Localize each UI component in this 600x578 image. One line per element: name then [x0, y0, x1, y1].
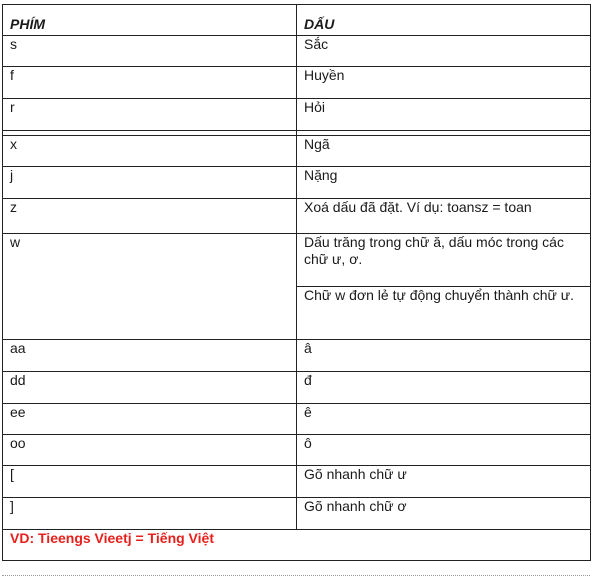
table-row — [3, 136, 591, 167]
table-row — [3, 36, 591, 67]
table-row — [3, 404, 591, 435]
key-cell: oo — [3, 435, 297, 466]
key-cell: s — [3, 36, 297, 67]
key-cell: [ — [3, 466, 297, 498]
mark-cell: â — [297, 340, 591, 372]
table-header-row — [3, 5, 591, 36]
key-cell: j — [3, 167, 297, 199]
mark-cell: Nặng — [297, 167, 591, 199]
table-row — [3, 435, 591, 466]
key-cell: ee — [3, 404, 297, 435]
key-cell-w: w — [3, 234, 297, 340]
key-cell: ] — [3, 498, 297, 530]
mark-cell: Huyền — [297, 67, 591, 99]
key-cell: dd — [3, 372, 297, 404]
key-cell: x — [3, 136, 297, 167]
mark-cell: đ — [297, 372, 591, 404]
table-row — [3, 372, 591, 404]
mark-cell: Ngã — [297, 136, 591, 167]
table-row — [3, 498, 591, 530]
table-row — [3, 67, 591, 99]
example-row — [3, 530, 591, 561]
table-row — [3, 340, 591, 372]
mark-cell-w-2: Chữ w đơn lẻ tự động chuyển thành chữ ư. — [297, 287, 591, 340]
table-row — [3, 99, 591, 131]
key-cell: r — [3, 99, 297, 131]
mark-cell: Hỏi — [297, 99, 591, 131]
mark-cell: Gõ nhanh chữ ơ — [297, 498, 591, 530]
table-row — [3, 466, 591, 498]
mark-cell: Xoá dấu đã đặt. Ví dụ: toansz = toan — [297, 199, 591, 234]
telex-key-table — [2, 4, 591, 561]
page-bottom-rule — [2, 575, 590, 576]
mark-cell: ô — [297, 435, 591, 466]
mark-cell: Gõ nhanh chữ ư — [297, 466, 591, 498]
mark-cell-w-1: Dấu trăng trong chữ ă, dấu móc trong các chữ ư, ơ. — [297, 234, 591, 287]
mark-cell: Sắc — [297, 36, 591, 67]
key-cell: aa — [3, 340, 297, 372]
header-key: PHÍM — [3, 5, 297, 36]
mark-cell: ê — [297, 404, 591, 435]
table-row — [3, 199, 591, 234]
table-row-w — [3, 234, 591, 287]
header-mark: DẤU — [297, 5, 591, 36]
key-cell: z — [3, 199, 297, 234]
table-row — [3, 167, 591, 199]
example-text: VD: Tieengs Vieetj = Tiếng Việt — [3, 530, 591, 561]
key-cell: f — [3, 67, 297, 99]
